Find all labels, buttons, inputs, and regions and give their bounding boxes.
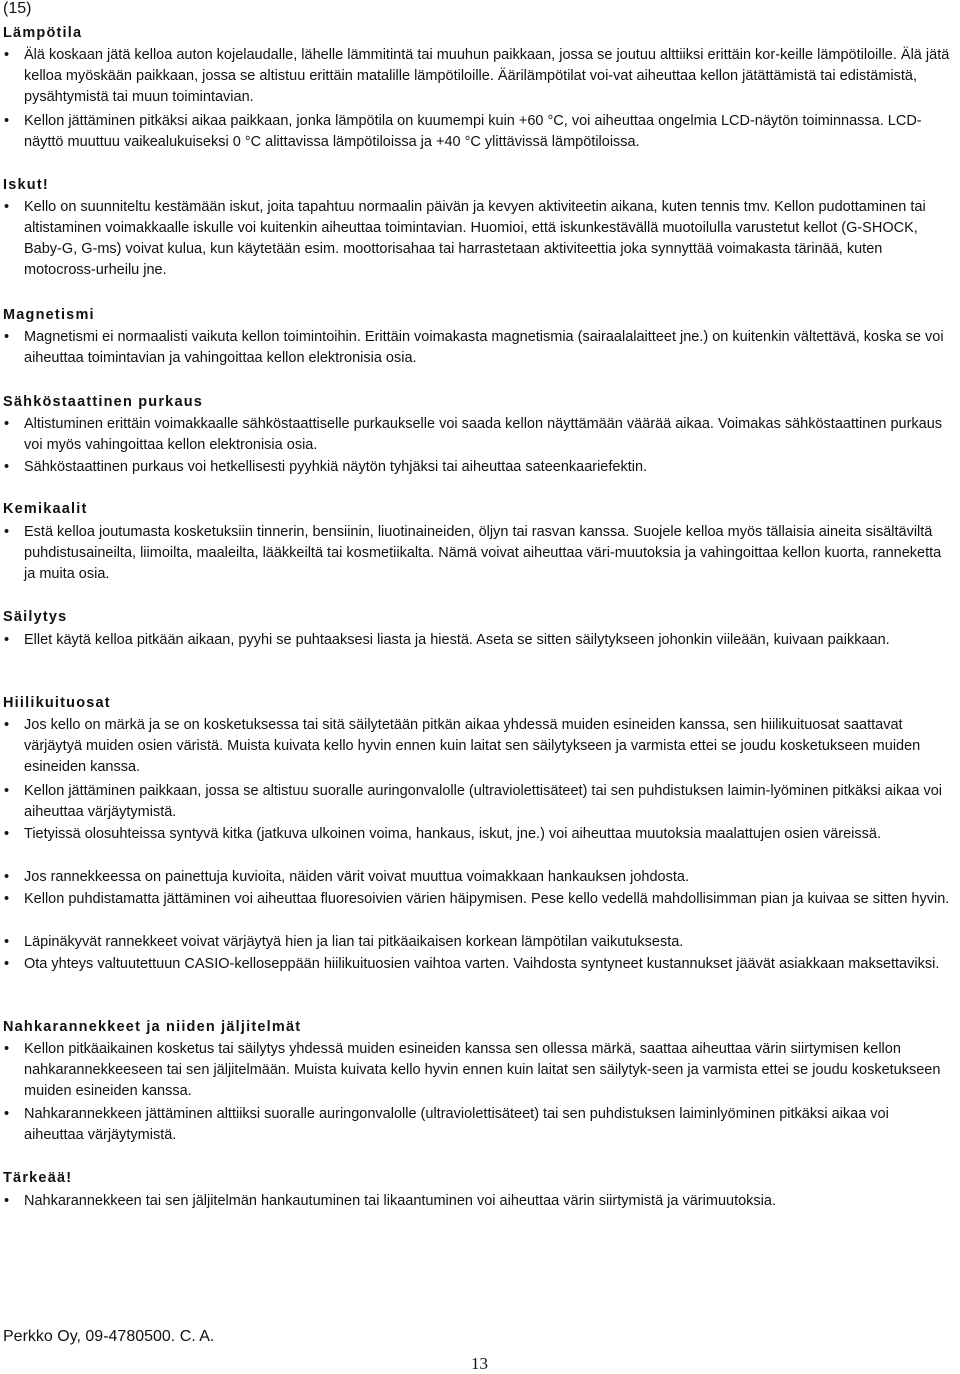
bullet-icon: • [4,956,10,972]
list-item [0,111,950,153]
heading-sahkostaattinen-purkaus: Sähköstaattinen purkaus [3,394,204,410]
list-item [0,715,950,778]
bullet-icon: • [4,524,10,540]
list-item-text: Kello on suunniteltu kestämään iskut, joita tapahtuu normaalin päivän ja kevyen aktiviteetin aikana, kuten tennis tmv. Kellon pudottaminen tai altistaminen voimakkaalle iskulle voi kuitenkin aiheuttaa toimintavian. Huomioi, että iskunkestävällä muotoilulla varustetut kellot (G-SHOCK, Baby-G, G-ms) voivat kulua, kun käytetään esim. moottorisahaa tai harrastetaan aktiviteettia joka synnyttää voimakasta tärinää, kuten motocross-urheilu jne. [24,199,926,278]
list-item [0,889,950,910]
list-item-text: Ota yhteys valtuutettuun CASIO-kelloseppään hiilikuituosien vaihtoa varten. Vaihdosta syntyneet kustannukset jäävät asiakkaan maksettaviksi. [24,956,940,972]
list-item [0,1039,950,1102]
bullet-icon: • [4,783,10,799]
heading-tarkeaa: Tärkeää! [3,1170,73,1186]
list-item-text: Sähköstaattinen purkaus voi hetkellisesti pyyhkiä näytön tyhjäksi tai aiheuttaa sateenkaariefektin. [24,459,648,475]
list-item-text: Jos kello on märkä ja se on kosketuksessa tai sitä säilytetään pitkän aikaa yhdessä muiden esineiden kanssa, sen hiilikuituosat saattavat värjäytyä muiden osien väristä. Muista kuivata kello hyvin ennen kuin laitat sen säilytykseen ja varmista ettei se joudu kosketukseen muiden esineiden kanssa. [24,717,921,775]
bullet-icon: • [4,47,10,63]
list-item [0,954,950,975]
heading-kemikaalit: Kemikaalit [3,501,88,517]
list-item-text: Jos rannekkeessa on painettuja kuvioita, näiden värit voivat muuttua voimakkaan hankauksen johdosta. [24,869,689,885]
list-item [0,45,950,108]
list-item [0,630,950,651]
bullet-icon: • [4,869,10,885]
list-item [0,414,950,456]
bullet-icon: • [4,459,10,475]
bullet-icon: • [4,891,10,907]
list-item-text: Estä kelloa joutumasta kosketuksiin tinnerin, bensiinin, liuotinaineiden, öljyn tai rasvan kanssa. Suojele kelloa myös tällaisia aineita sisältäviltä puhdistusaineilta, liimoilta, maaleilta, lääkkeiltä tai kosmetiikalta. Nämä voivat aiheuttaa väri-muutoksia ja vahingoittaa kellon kuorta, ranneketta ja muita osia. [24,524,942,582]
heading-sailytys: Säilytys [3,609,68,625]
list-item-text: Tietyissä olosuhteissa syntyvä kitka (jatkuva ulkoinen voima, hankaus, iskut, jne.) voi aiheuttaa muutoksia maalattujen osien väreissä. [24,826,882,842]
list-item [0,522,950,585]
bullet-icon: • [4,934,10,950]
list-item-text: Magnetismi ei normaalisti vaikuta kellon toimintoihin. Erittäin voimakasta magnetismia (sairaalalaitteet jne.) on kuitenkin vältettävä, koska se voi aiheuttaa toimintavian ja vahingoittaa kellon elektronisia osia. [24,329,944,366]
heading-magnetismi: Magnetismi [3,307,95,323]
list-item-text: Kellon puhdistamatta jättäminen voi aiheuttaa fluoresoivien värien häipymisen. Pese kello vedellä mahdollisimman pian ja kuivaa se sitten hyvin. [24,891,950,907]
heading-lampotila: Lämpötila [3,25,83,41]
bullet-icon: • [4,632,10,648]
list-item-text: Läpinäkyvät rannekkeet voivat värjäytyä hien ja lian tai pitkäaikaisen korkean lämpötilan vaikutuksesta. [24,934,684,950]
footer-company: Perkko Oy, 09-4780500. C. A. [3,1328,215,1345]
list-item [0,327,950,369]
list-item-text: Kellon jättäminen paikkaan, jossa se altistuu suoralle auringonvalolle (ultraviolettisäteet) tai sen puhdistuksen laimin-lyöminen pitkäksi aikaa voi aiheuttaa värjäytymistä. [24,783,943,820]
list-item [0,1191,950,1212]
bullet-icon: • [4,416,10,432]
bullet-icon: • [4,199,10,215]
list-item-text: Nahkarannekkeen jättäminen alttiiksi suoralle auringonvalolle (ultraviolettisäteet) tai sen puhdistuksen laiminlyöminen pitkäksi aikaa voi aiheuttaa värjäytymistä. [24,1106,889,1143]
bullet-icon: • [4,1106,10,1122]
bullet-icon: • [4,1193,10,1209]
heading-iskut: Iskut! [3,177,49,193]
bullet-icon: • [4,717,10,733]
list-item-text: Älä koskaan jätä kelloa auton kojelaudalle, lähelle lämmitintä tai muuhun paikkaan, jossa se joutuu alttiiksi erittäin kor-keille lämpötiloille. Älä jätä kelloa myöskään paikkaan, jossa se altistuu erittäin matalille lämpötiloille. Äärilämpötilat voi-vat aiheuttaa kellon jätättämistä tai edistämistä, pysähtymistä tai muun toimintavian. [24,47,950,105]
list-item [0,932,950,953]
list-item [0,457,950,478]
bullet-icon: • [4,329,10,345]
page-number: 13 [471,1354,488,1373]
bullet-icon: • [4,826,10,842]
heading-hiilikuituosat: Hiilikuituosat [3,695,111,711]
list-item-text: Kellon jättäminen pitkäksi aikaa paikkaan, jonka lämpötila on kuumempi kuin +60 °C, voi aiheuttaa ongelmia LCD-näytön toiminnassa. LCD-näyttö muuttuu vaikealukuiseksi 0 °C alittavissa lämpötiloissa ja +40 °C ylittävissä lämpötiloissa. [24,113,922,150]
list-item [0,197,950,281]
list-item [0,867,950,888]
list-item-text: Ellet käytä kelloa pitkään aikaan, pyyhi se puhtaaksesi liasta ja hiestä. Aseta se sitten säilytykseen johonkin viileään, kuivaan paikkaan. [24,632,890,648]
list-item [0,824,950,845]
list-item [0,1104,950,1146]
list-item [0,781,950,823]
heading-nahkarannekkeet: Nahkarannekkeet ja niiden jäljitelmät [3,1019,302,1035]
bullet-icon: • [4,1041,10,1057]
section-number: (15) [3,0,32,17]
list-item-text: Kellon pitkäaikainen kosketus tai säilytys yhdessä muiden esineiden kanssa sen ollessa märkä, saattaa aiheuttaa värin siirtymisen kellon nahkarannekkeeseen tai sen jäljitelmään. Muista kuivata kello hyvin ennen kuin laitat sen säilytyk-seen ja varmista ettei se joudu kosketukseen muiden esineiden kanssa. [24,1041,941,1099]
list-item-text: Nahkarannekkeen tai sen jäljitelmän hankautuminen tai likaantuminen voi aiheuttaa värin siirtymistä ja värimuutoksia. [24,1193,776,1209]
list-item-text: Altistuminen erittäin voimakkaalle sähköstaattiselle purkaukselle voi saada kellon näyttämään väärää aikaa. Voimakas sähköstaattinen purkaus voi myös vahingoittaa kellon elektronisia osia. [24,416,943,453]
bullet-icon: • [4,113,10,129]
